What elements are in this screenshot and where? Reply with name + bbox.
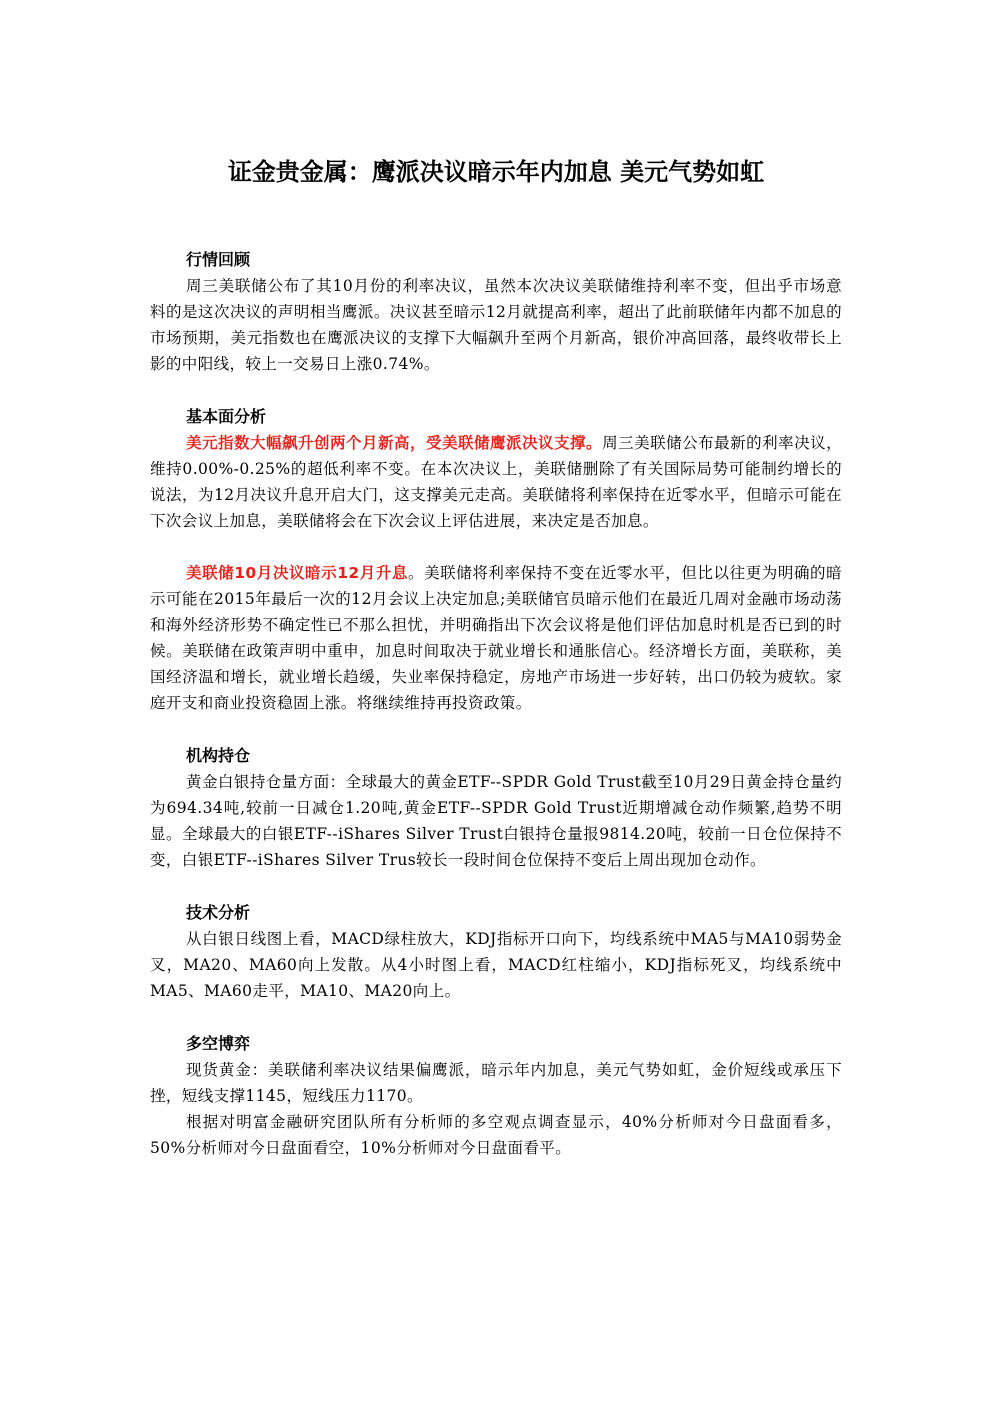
paragraph <box>150 273 842 377</box>
spacer <box>150 1004 842 1030</box>
paragraph-text: 周三美联储公布最新的利率决议，维持0.00%-0.25%的超低利率不变。在本次决议上，美联储删除了有关国际局势可能制约增长的说法，为12月决议升息开启大门，这支撑美元走高。美联储将利率保持在近零水平，但暗示可能在下次会议上加息，美联储将会在下次会议上评估进展，来决定是否加息。 <box>150 434 842 530</box>
section-institutional-holdings <box>150 742 842 873</box>
highlight-lead: 美联储10月决议暗示12月升息 <box>186 564 408 582</box>
highlight-lead: 美元指数大幅飙升创两个月新高，受美联储鹰派决议支撑。 <box>186 434 603 452</box>
section-heading: 机构持仓 <box>186 746 251 765</box>
paragraph <box>150 560 842 716</box>
spacer <box>150 873 842 899</box>
paragraph <box>150 769 842 873</box>
paragraph-text: 周三美联储公布了其10月份的利率决议，虽然本次决议美联储维持利率不变，但出乎市场意料的是这次决议的声明相当鹰派。决议甚至暗示12月就提高利率，超出了此前联储年内都不加息的市场预期，美元指数也在鹰派决议的支撑下大幅飙升至两个月新高，银价冲高回落，最终收带长上影的中阳线，较上一交易日上涨0.74%。 <box>150 277 842 373</box>
paragraph <box>150 1057 842 1109</box>
section-heading: 技术分析 <box>186 903 251 922</box>
section-heading: 行情回顾 <box>186 250 251 269</box>
spacer <box>150 377 842 403</box>
paragraph-text: 。美联储将利率保持不变在近零水平，但比以往更为明确的暗示可能在2015年最后一次的12月会议上决定加息;美联储官员暗示他们在最近几周对金融市场动荡和海外经济形势不确定性已不那么担忧，并明确指出下次会议将是他们评估加息时机是否已到的时候。美联储在政策声明中重申，加息时间取决于就业增长和通胀信心。经济增长方面，美联称，美国经济温和增长，就业增长趋缓，失业率保持稳定，房地产市场进一步好转，出口仍较为疲软。家庭开支和商业投资稳固上涨。将继续维持再投资政策。 <box>150 564 842 712</box>
section-fundamental-analysis <box>150 403 842 716</box>
spacer <box>150 534 842 560</box>
paragraph <box>150 926 842 1004</box>
paragraph-text: 黄金白银持仓量方面：全球最大的黄金ETF--SPDR Gold Trust截至10月29日黄金持仓量约为694.34吨,较前一日减仓1.20吨,黄金ETF--SPDR Gold Trust近期增减仓动作频繁,趋势不明显。全球最大的白银ETF--iShares Silver Trust白银持仓量报9814.20吨，较前一日仓位保持不变，白银ETF--iShares Silver Trus较长一段时间仓位保持不变后上周出现加仓动作。 <box>150 773 842 869</box>
section-technical-analysis <box>150 899 842 1004</box>
section-heading: 多空博弈 <box>186 1034 251 1053</box>
paragraph-text: 现货黄金：美联储利率决议结果偏鹰派，暗示年内加息，美元气势如虹，金价短线或承压下挫，短线支撑1145，短线压力1170。 <box>150 1061 842 1105</box>
paragraph-text: 从白银日线图上看，MACD绿柱放大，KDJ指标开口向下，均线系统中MA5与MA10弱势金叉，MA20、MA60向上发散。从4小时图上看，MACD红柱缩小，KDJ指标死叉，均线系统中MA5、MA60走平，MA10、MA20向上。 <box>150 930 842 1000</box>
spacer <box>150 716 842 742</box>
section-long-short <box>150 1030 842 1161</box>
paragraph-text: 根据对明富金融研究团队所有分析师的多空观点调查显示，40%分析师对今日盘面看多，50%分析师对今日盘面看空，10%分析师对今日盘面看平。 <box>150 1113 842 1157</box>
paragraph <box>150 1109 842 1161</box>
document-body <box>150 246 842 1161</box>
section-market-review <box>150 246 842 377</box>
document-title: 证金贵金属：鹰派决议暗示年内加息 美元气势如虹 <box>227 158 765 186</box>
section-heading: 基本面分析 <box>186 407 267 426</box>
paragraph <box>150 430 842 534</box>
